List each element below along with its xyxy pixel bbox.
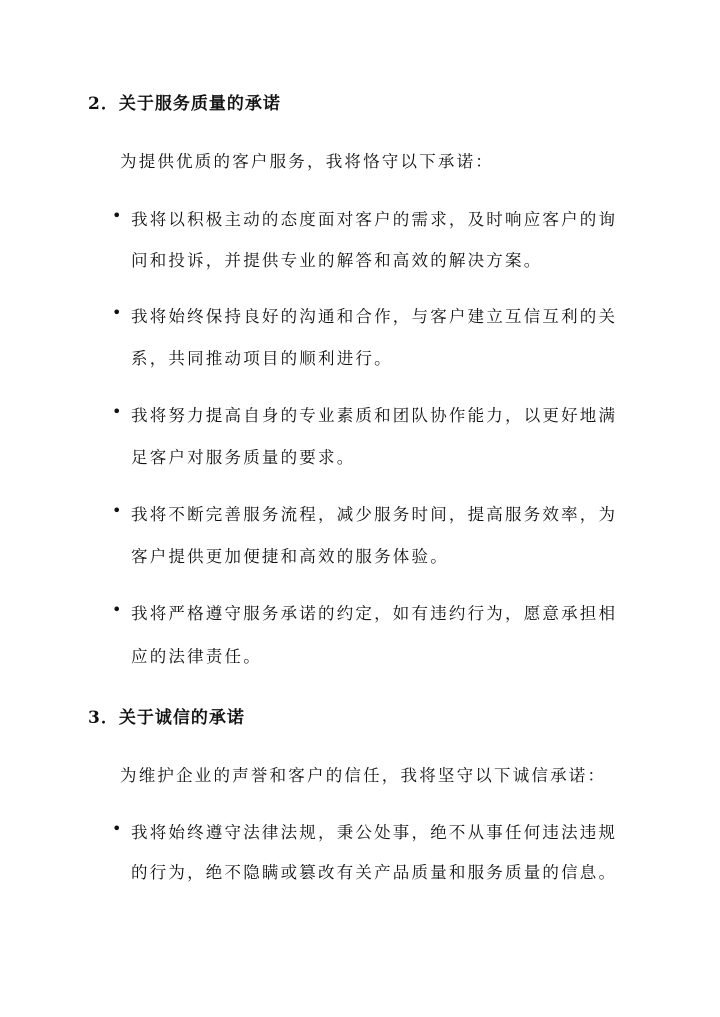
list-item-line: 的行为，绝不隐瞒或篡改有关产品质量和服务质量的信息。 — [131, 863, 618, 882]
list-item-line: 足客户对服务质量的要求。 — [131, 448, 356, 467]
list-item-line: 我将严格遵守服务承诺的约定，如有违约行为，愿意承担相 — [131, 604, 618, 623]
bullet-dot: • — [112, 819, 122, 838]
section-3-heading: 3．关于诚信的承诺 — [88, 708, 245, 728]
section-2-intro: 为提供优质的客户服务，我将恪守以下承诺： — [120, 152, 494, 171]
bullet-dot: • — [112, 303, 122, 322]
list-item-line: 系，共同推动项目的顺利进行。 — [131, 349, 393, 368]
section-3-intro: 为维护企业的声誉和客户的信任，我将坚守以下诚信承诺： — [120, 766, 607, 785]
section-2-heading: 2．关于服务质量的承诺 — [88, 94, 281, 114]
bullet-dot: • — [112, 402, 122, 421]
list-item-line: 客户提供更加便捷和高效的服务体验。 — [131, 547, 449, 566]
bullet-dot: • — [112, 501, 122, 520]
list-item-line: 我将以积极主动的态度面对客户的需求，及时响应客户的询 — [131, 210, 618, 229]
list-item-line: 我将努力提高自身的专业素质和团队协作能力，以更好地满 — [131, 406, 618, 425]
list-item-line: 问和投诉，并提供专业的解答和高效的解决方案。 — [131, 251, 543, 270]
bullet-dot: • — [112, 206, 122, 225]
list-item-line: 我将始终保持良好的沟通和合作，与客户建立互信互利的关 — [131, 307, 618, 326]
list-item-line: 我将始终遵守法律法规，秉公处事，绝不从事任何违法违规 — [131, 823, 618, 842]
list-item-line: 我将不断完善服务流程，减少服务时间，提高服务效率，为 — [131, 505, 618, 524]
list-item-line: 应的法律责任。 — [131, 647, 262, 666]
bullet-dot: • — [112, 600, 122, 619]
